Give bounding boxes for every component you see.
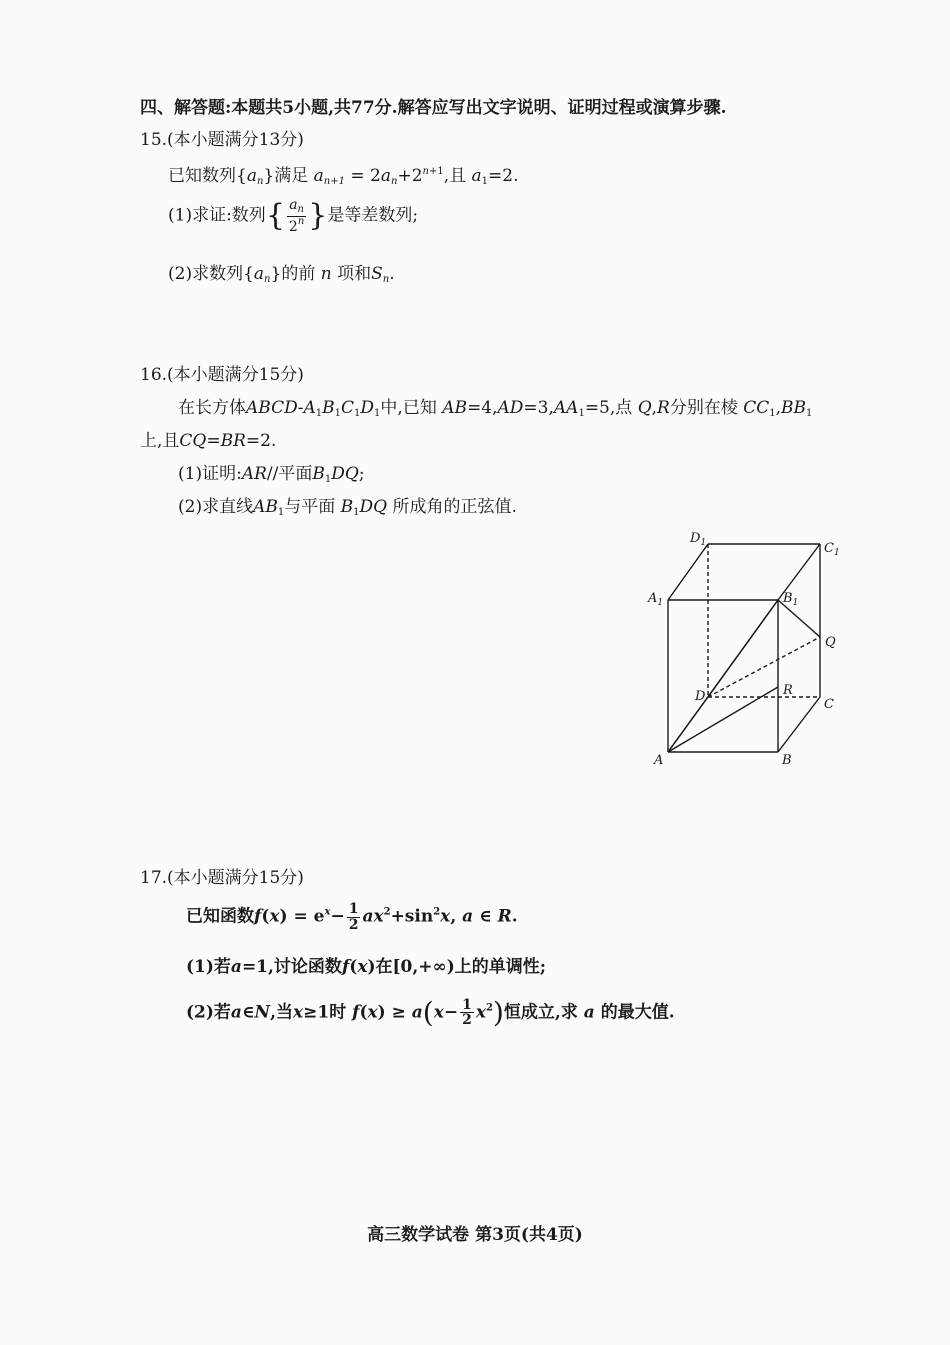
q15-stem: 已知数列$\{a_n\}$满足 $a_{n+1} = 2a_n+2^{n+1}$,且 $a_1=2$. xyxy=(168,166,519,187)
q16-stem-line1: 在长方体ABCD-$A_1B_1C_1D_1$中,已知 $AB=4,AD=3,AA_1=5$,点 Q,R分别在棱 $CC_1,BB_1$ xyxy=(178,398,813,419)
label-A: A xyxy=(654,753,664,768)
label-B: B xyxy=(782,753,792,768)
edge-DQ-hidden xyxy=(708,637,820,697)
q15-part2: (2)求数列$\{a_n\}$的前 n 项和$S_n$. xyxy=(168,264,395,285)
q17-title: 17.(本小题满分15分) xyxy=(140,868,304,888)
q16-title: 16.(本小题满分15分) xyxy=(140,365,304,385)
label-A1: $A_1$ xyxy=(648,591,664,608)
label-D1: $D_1$ xyxy=(690,531,707,548)
edge-BC xyxy=(778,697,820,752)
edge-A1D1 xyxy=(668,544,708,600)
q17-part2: (2)若a∈N,当x≥1时 f(x) ≥ a(x− $\frac{1}{2}$ $x^2$)恒成立,求 a 的最大值. xyxy=(186,996,675,1029)
edge-AD xyxy=(668,697,708,752)
label-R: R xyxy=(783,683,793,698)
label-B1: $B_1$ xyxy=(783,591,799,608)
cuboid-figure xyxy=(640,522,850,772)
page-footer: 高三数学试卷 第3页(共4页) xyxy=(367,1225,583,1245)
q15-title: 15.(本小题满分13分) xyxy=(140,130,304,150)
label-D: D xyxy=(695,689,706,704)
q17-part1: (1)若a=1,讨论函数f(x)在[0,+∞)上的单调性; xyxy=(186,957,547,977)
q16-stem-line2: 上,且CQ=BR=2. xyxy=(140,431,277,451)
section-header: 四、解答题:本题共5小题,共77分.解答应写出文字说明、证明过程或演算步骤. xyxy=(140,98,727,118)
label-C1: $C_1$ xyxy=(824,541,840,558)
q17-stem: 已知函数$f(x) = e^x-$ $\frac{1}{2}$ $ax^2+\sin^2x$, a ∈ R. xyxy=(186,901,518,933)
label-Q: Q xyxy=(825,635,836,650)
label-C: C xyxy=(824,697,834,712)
q16-part1: (1)证明:AR//平面$B_1DQ$; xyxy=(178,464,365,485)
q15-part1: (1)求证:数列{ $\frac{a_n}{2^n}$ }是等差数列; xyxy=(168,197,419,235)
q16-part2: (2)求直线$AB_1$与平面 $B_1DQ$ 所成角的正弦值. xyxy=(178,497,517,518)
